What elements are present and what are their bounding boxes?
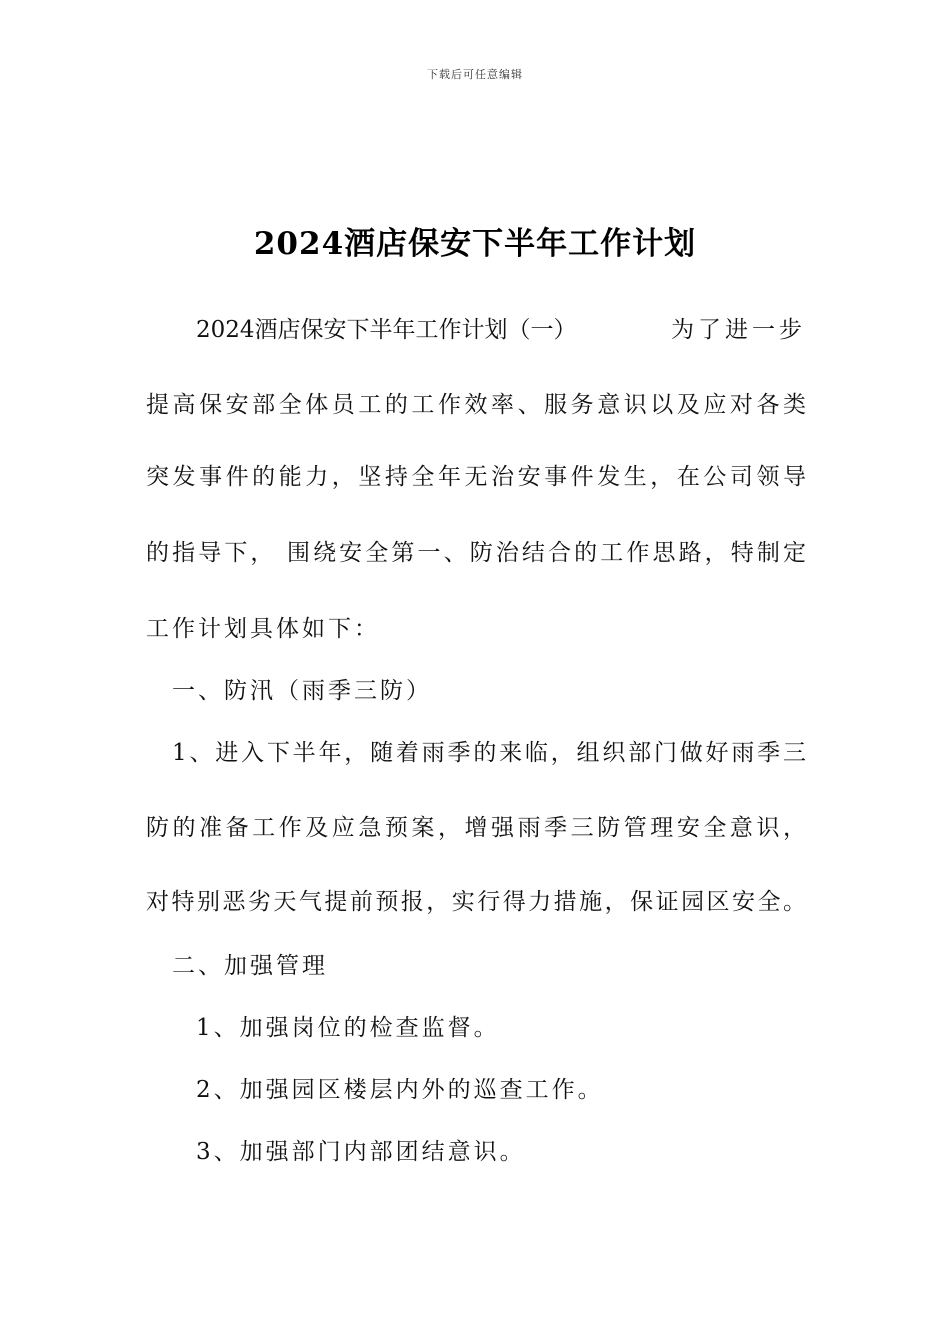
section2-heading: 二、加强管理 (172, 953, 328, 979)
intro-lead: 为了进一步 (671, 317, 806, 343)
section1-line: 1、进入下半年，随着雨季的来临，组织部门做好雨季三 (172, 740, 806, 766)
header-note: 下载后可任意编辑 (427, 68, 523, 81)
section2-item: 1、加强岗位的检查监督。 (196, 1015, 500, 1041)
section1-heading: 一、防汛（雨季三防） (172, 678, 432, 704)
section1-line: 防的准备工作及应急预案，增强雨季三防管理安全意识， (146, 815, 806, 841)
intro-line: 突发事件的能力，坚持全年无治安事件发生，在公司领导 (146, 464, 806, 490)
section1-line: 对特别恶劣天气提前预报，实行得力措施，保证园区安全。 (146, 889, 806, 915)
intro-line: 工作计划具体如下： (146, 616, 380, 642)
section2-item: 2、加强园区楼层内外的巡查工作。 (196, 1077, 604, 1103)
document-title: 2024酒店保安下半年工作计划 (253, 226, 697, 262)
section2-item: 3、加强部门内部团结意识。 (196, 1139, 526, 1165)
intro-subtitle: 2024酒店保安下半年工作计划（一） (196, 317, 577, 343)
intro-first-line (146, 312, 806, 348)
intro-line: 提高保安部全体员工的工作效率、服务意识以及应对各类 (146, 392, 806, 418)
intro-line: 的指导下， 围绕安全第一、防治结合的工作思路，特制定 (146, 540, 806, 566)
